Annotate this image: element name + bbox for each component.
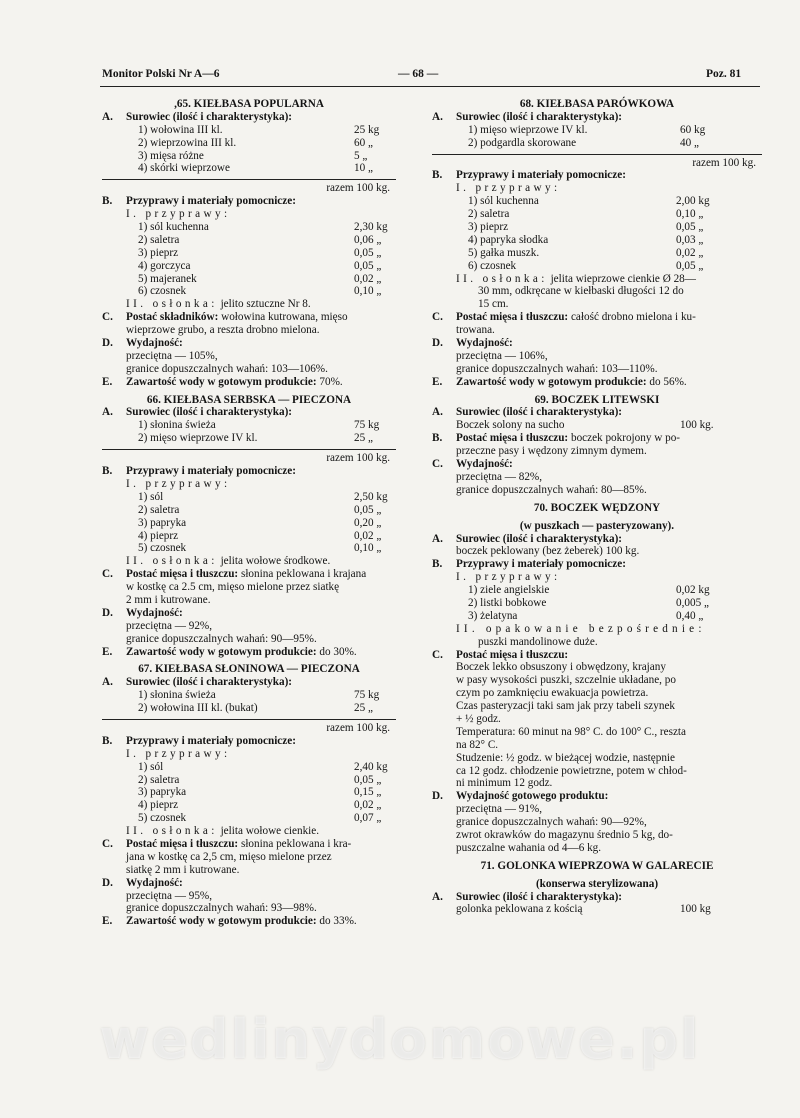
text-line: wieprzowe grubo, a reszta drobno mielona. <box>126 324 320 337</box>
ingredient-name: 4) papryka słodka <box>468 233 549 246</box>
text-line: boczek peklowany (bez żeberek) 100 kg. <box>456 545 640 558</box>
subsection-heading <box>102 877 396 890</box>
text-line: Czas pasteryzacji taki sam jak przy tabeli szynek <box>456 700 676 713</box>
ingredient-name: 2) saletra <box>468 208 510 221</box>
ingredient-amount: 0,40 „ <box>676 609 704 622</box>
casing-value: jelita wołowe środkowe. <box>220 555 331 568</box>
text-line: jana w kostkę ca 2,5 cm, mięso mielone przez <box>126 850 332 863</box>
ingredient-row <box>102 285 396 298</box>
ingredient-name: 2) mięso wieprzowe IV kl. <box>138 432 258 445</box>
ingredient-amount: 0,02 „ <box>354 799 382 812</box>
ingredient-name: 1) sól <box>138 490 164 503</box>
subsection-title: Postać mięsa i tłuszczu: <box>456 311 569 324</box>
subsection-title: Przyprawy i materiały pomocnicze: <box>126 734 296 747</box>
subsection-heading <box>102 465 396 478</box>
ingredient-name: 3) papryka <box>138 786 187 799</box>
casing-label: II. osłonka: <box>456 272 548 285</box>
subsection-heading <box>432 790 762 803</box>
ingredient-name: 5) czosnek <box>138 812 187 825</box>
ingredient-name: 1) sól kuchenna <box>468 195 539 208</box>
section-heading: ,65. KIEŁBASA POPULARNA <box>174 98 324 110</box>
ingredient-name: 1) słonina świeża <box>138 419 216 432</box>
ingredient-amount: 0,10 „ <box>676 208 704 221</box>
ingredient-name: 1) mięso wieprzowe IV kl. <box>468 123 588 136</box>
subsection-heading <box>432 891 762 904</box>
subsection-heading <box>102 676 396 689</box>
subsection-marker: C. <box>102 837 113 850</box>
subsection-marker: D. <box>102 606 113 619</box>
section-heading: (konserwa sterylizowana) <box>535 877 659 890</box>
ingredient-amount: 0,05 „ <box>676 221 704 234</box>
ingredient-name: 4) pieprz <box>138 799 179 812</box>
watermark: wedlinydomowe.pl <box>99 1008 701 1071</box>
ingredient-amount: 0,06 „ <box>354 233 382 246</box>
text-line: puszki mandolinowe duże. <box>478 635 598 648</box>
ingredient-amount: 0,005 „ <box>676 596 709 609</box>
total-row: razem 100 kg. <box>326 721 390 734</box>
ingredient-row <box>102 137 396 150</box>
text-line: przeciętna — 92%, <box>126 619 213 632</box>
ingredient-amount: 0,02 „ <box>354 272 382 285</box>
subsection-marker: D. <box>432 790 443 803</box>
subsection-text: do 56%. <box>649 375 687 388</box>
section-heading: 68. KIEŁBASA PARÓWKOWA <box>519 98 675 110</box>
ingredient-row <box>102 786 396 799</box>
ingredient-amount: 100 kg. <box>680 419 714 432</box>
ingredient-name: 6) czosnek <box>468 259 517 272</box>
text-line: przeciętna — 91%, <box>456 803 543 816</box>
ingredient-row <box>102 234 396 247</box>
spices-heading: I. przyprawy: <box>456 182 561 195</box>
ingredient-amount: 0,02 „ <box>676 246 704 259</box>
ingredient-amount: 0,10 „ <box>354 285 382 298</box>
section-heading: (w puszkach — pasteryzowany). <box>519 519 675 532</box>
subsection-marker: E. <box>102 645 113 658</box>
subsection-heading <box>432 311 762 324</box>
ingredient-row <box>102 273 396 286</box>
ingredient-name: 3) żelatyna <box>468 609 518 622</box>
subsection-title: Przyprawy i materiały pomocnicze: <box>126 465 296 478</box>
spices-heading: I. przyprawy: <box>456 571 561 584</box>
subsection-text: słonina peklowana i krajana <box>240 568 367 581</box>
subsection-title: Surowiec (ilość i charakterystyka): <box>456 406 623 419</box>
text-line: czym po zamknięciu ewakuacja powietrza. <box>456 687 649 700</box>
ingredient-row <box>432 234 762 247</box>
casing-label: II. osłonka: <box>126 298 218 311</box>
subsection-title: Wydajność: <box>456 458 513 471</box>
text-line: przeciętna — 82%, <box>456 470 543 483</box>
text-line: przeciętna — 95%, <box>126 889 213 902</box>
subsection-marker: B. <box>102 195 113 208</box>
ingredient-name: 2) wołowina III kl. (bukat) <box>138 702 258 715</box>
ingredient-name: 4) gorczyca <box>138 259 191 272</box>
text-line: przeczne pasy i wędzony zimnym dymem. <box>456 445 647 458</box>
ingredient-amount: 0,05 „ <box>354 503 382 516</box>
ingredient-name: 1) ziele angielskie <box>468 584 550 597</box>
ingredient-amount: 2,00 kg <box>676 195 710 208</box>
ingredient-name: 4) skórki wieprzowe <box>138 162 230 175</box>
ingredient-amount: 10 „ <box>354 162 373 175</box>
text-line: na 82° C. <box>456 738 499 751</box>
subsection-title: Zawartość wody w gotowym produkcie: <box>456 375 647 388</box>
ingredient-amount: 0,05 „ <box>354 773 382 786</box>
ingredient-row <box>102 542 396 555</box>
subsection-marker: A. <box>432 890 443 903</box>
text-line: Temperatura: 60 minut na 98° C. do 100° C., reszta <box>456 725 686 738</box>
text-line: przeciętna — 106%, <box>456 349 548 362</box>
subsection-heading <box>432 558 762 571</box>
subsection-marker: D. <box>102 337 113 350</box>
ingredient-row <box>432 903 762 916</box>
ingredient-row <box>102 491 396 504</box>
ingredient-amount: 60 „ <box>354 136 373 149</box>
section-heading: 70. BOCZEK WĘDZONY <box>533 501 661 514</box>
subsection-text: do 33%. <box>319 915 357 928</box>
subsection-marker: B. <box>432 558 443 571</box>
ingredient-amount: 0,20 „ <box>354 516 382 529</box>
ingredient-row <box>432 208 762 221</box>
ingredient-name: golonka peklowana z kością <box>456 903 583 916</box>
text-line: Studzenie: ½ godz. w bieżącej wodzie, następnie <box>456 751 676 764</box>
subsection-title: Zawartość wody w gotowym produkcie: <box>126 915 317 928</box>
casing-row <box>102 555 396 568</box>
subsection-title: Wydajność: <box>126 876 183 889</box>
subsection-text: do 30%. <box>319 645 357 658</box>
subsection-marker: B. <box>432 169 443 182</box>
subsection-marker: A. <box>432 406 443 419</box>
text-line: 15 cm. <box>478 298 509 311</box>
text-line: granice dopuszczalnych wahań: 93—98%. <box>126 902 317 915</box>
ingredient-row <box>432 137 762 150</box>
ingredient-name: 5) czosnek <box>138 542 187 555</box>
ingredient-name: 2) saletra <box>138 503 180 516</box>
subsection-marker: A. <box>102 676 113 689</box>
subsection-title: Postać mięsa i tłuszczu: <box>126 568 239 581</box>
casing-label: II. osłonka: <box>126 825 218 838</box>
text-line: Boczek lekko obsuszony i obwędzony, krajany <box>456 661 666 674</box>
subsection-heading <box>102 376 396 389</box>
subsection-title: Surowiec (ilość i charakterystyka): <box>126 110 293 123</box>
subsection-heading <box>432 111 762 124</box>
casing-row <box>102 298 396 311</box>
ingredient-row <box>102 419 396 432</box>
spices-heading: I. przyprawy: <box>126 208 231 221</box>
subsection-heading <box>102 915 396 928</box>
subsection-heading <box>432 406 762 419</box>
ingredient-amount: 25 „ <box>354 702 373 715</box>
ingredient-name: 3) papryka <box>138 516 187 529</box>
ingredient-amount: 0,05 „ <box>676 259 704 272</box>
packaging-heading: II. opakowanie bezpośrednie: <box>456 622 706 635</box>
ingredient-name: 5) gałka muszk. <box>468 246 540 259</box>
subsection-title: Surowiec (ilość i charakterystyka): <box>456 890 623 903</box>
text-line: ni minimum 12 godz. <box>456 777 553 790</box>
section-heading: 66. KIEŁBASA SERBSKA — PIECZONA <box>146 393 352 406</box>
subsection-marker: A. <box>432 110 443 123</box>
subsection-heading <box>102 646 396 659</box>
ingredient-name: Boczek solony na sucho <box>456 419 565 432</box>
ingredient-amount: 0,05 „ <box>354 246 382 259</box>
left-column <box>102 98 396 928</box>
ingredient-row <box>432 247 762 260</box>
ingredient-row <box>102 530 396 543</box>
subsection-marker: C. <box>432 458 443 471</box>
ingredient-name: 2) listki bobkowe <box>468 596 547 609</box>
ingredient-name: 5) majeranek <box>138 272 197 285</box>
ingredient-row <box>102 774 396 787</box>
subsection-heading <box>432 169 762 182</box>
subsection-heading <box>432 533 762 546</box>
casing-value: jelito sztuczne Nr 8. <box>220 298 311 311</box>
casing-value: jelita wieprzowe cienkie Ø 28— <box>550 272 696 285</box>
ingredient-amount: 75 kg <box>354 689 380 702</box>
subsection-heading <box>432 432 762 445</box>
subsection-title: Przyprawy i materiały pomocnicze: <box>456 169 626 182</box>
ingredient-row <box>102 221 396 234</box>
subsection-heading <box>432 376 762 389</box>
ingredient-row <box>432 597 762 610</box>
ingredient-name: 1) sól kuchenna <box>138 221 209 234</box>
ingredient-row <box>102 260 396 273</box>
casing-row <box>432 273 762 286</box>
subsection-title: Postać mięsa i tłuszczu: <box>456 648 569 661</box>
ingredient-name: 4) pieprz <box>138 529 179 542</box>
casing-row <box>102 825 396 838</box>
subsection-marker: A. <box>432 532 443 545</box>
total-row: razem 100 kg. <box>692 156 756 169</box>
ingredient-name: 3) pieprz <box>468 221 509 234</box>
section-heading: 69. BOCZEK LITEWSKI <box>534 393 660 406</box>
subsection-marker: B. <box>102 465 113 478</box>
ingredient-row <box>102 504 396 517</box>
ingredient-row <box>102 150 396 163</box>
spices-heading: I. przyprawy: <box>126 747 231 760</box>
ingredient-row <box>102 432 396 445</box>
text-line: trowana. <box>456 324 495 337</box>
total-rule <box>102 179 396 180</box>
subsection-heading <box>432 337 762 350</box>
ingredient-amount: 75 kg <box>354 419 380 432</box>
ingredient-name: 6) czosnek <box>138 285 187 298</box>
ingredient-row <box>102 247 396 260</box>
casing-label: II. osłonka: <box>126 555 218 568</box>
subsection-heading <box>432 458 762 471</box>
text-line: granice dopuszczalnych wahań: 80—85%. <box>456 483 647 496</box>
ingredient-name: 3) mięsa różne <box>138 149 204 162</box>
text-line: siatkę 2 mm i kutrowane. <box>126 863 240 876</box>
ingredient-amount: 25 kg <box>354 123 380 136</box>
ingredient-name: 1) wołowina III kl. <box>138 123 223 136</box>
text-line: granice dopuszczalnych wahań: 103—110%. <box>456 362 658 375</box>
ingredient-row <box>102 124 396 137</box>
total-row: razem 100 kg. <box>326 182 390 195</box>
text-line: granice dopuszczalnych wahań: 90—92%, <box>456 816 647 829</box>
text-line: + ½ godz. <box>456 712 501 725</box>
subsection-marker: C. <box>432 311 443 324</box>
subsection-heading <box>102 111 396 124</box>
subsection-title: Surowiec (ilość i charakterystyka): <box>126 676 293 689</box>
subsection-text: boczek pokrojony w po- <box>570 432 681 445</box>
ingredient-amount: 60 kg <box>680 123 706 136</box>
total-rule <box>432 154 762 155</box>
ingredient-amount: 100 kg <box>680 903 711 916</box>
subsection-title: Zawartość wody w gotowym produkcie: <box>126 375 317 388</box>
ingredient-amount: 0,10 „ <box>354 542 382 555</box>
subsection-heading <box>102 568 396 581</box>
ingredient-row <box>432 419 762 432</box>
subsection-heading <box>102 838 396 851</box>
ingredient-row <box>102 702 396 715</box>
ingredient-row <box>432 610 762 623</box>
right-column <box>432 98 762 916</box>
text-line: przeciętna — 105%, <box>126 349 218 362</box>
ingredient-name: 2) saletra <box>138 233 180 246</box>
subsection-heading <box>102 195 396 208</box>
ingredient-row <box>102 517 396 530</box>
text-line: zwrot okrawków do magazynu średnio 5 kg, do- <box>456 828 673 841</box>
subsection-heading <box>102 607 396 620</box>
ingredient-name: 1) słonina świeża <box>138 689 216 702</box>
subsection-heading <box>432 649 762 662</box>
casing-value: jelita wołowe cienkie. <box>220 825 320 838</box>
subsection-marker: E. <box>102 375 113 388</box>
total-row: razem 100 kg. <box>326 452 390 465</box>
subsection-title: Postać składników: <box>126 311 219 324</box>
header-position: Poz. 81 <box>706 68 742 80</box>
subsection-text: całość drobno mielona i ku- <box>570 311 696 324</box>
subsection-heading <box>102 735 396 748</box>
ingredient-amount: 0,02 „ <box>354 529 382 542</box>
ingredient-name: 2) wieprzowina III kl. <box>138 136 237 149</box>
ingredient-amount: 0,07 „ <box>354 812 382 825</box>
ingredient-amount: 25 „ <box>354 432 373 445</box>
subsection-marker: B. <box>102 734 113 747</box>
subsection-heading <box>102 337 396 350</box>
subsection-marker: E. <box>432 375 443 388</box>
header-rule <box>100 86 760 87</box>
subsection-heading <box>102 406 396 419</box>
ingredient-amount: 5 „ <box>354 149 368 162</box>
ingredient-row <box>102 162 396 175</box>
subsection-marker: A. <box>102 110 113 123</box>
text-line: granice dopuszczalnych wahań: 103—106%. <box>126 362 328 375</box>
subsection-marker: A. <box>102 406 113 419</box>
subsection-title: Wydajność gotowego produktu: <box>456 790 609 803</box>
ingredient-row <box>432 124 762 137</box>
header-publication: Monitor Polski Nr A—6 <box>102 68 220 80</box>
ingredient-amount: 2,40 kg <box>354 760 388 773</box>
subsection-title: Zawartość wody w gotowym produkcie: <box>126 645 317 658</box>
subsection-text: wołowina kutrowana, mięso <box>221 311 348 324</box>
subsection-title: Postać mięsa i tłuszczu: <box>456 432 569 445</box>
section-heading: 67. KIEŁBASA SŁONINOWA — PIECZONA <box>138 663 360 676</box>
subsection-title: Postać mięsa i tłuszczu: <box>126 837 239 850</box>
ingredient-amount: 40 „ <box>680 136 699 149</box>
ingredient-amount: 0,05 „ <box>354 259 382 272</box>
text-line: 30 mm, odkręcane w kiełbaski długości 12 do <box>478 285 684 298</box>
subsection-marker: C. <box>432 648 443 661</box>
ingredient-row <box>432 221 762 234</box>
ingredient-amount: 0,03 „ <box>676 233 704 246</box>
subsection-marker: E. <box>102 915 113 928</box>
subsection-text: 70%. <box>319 375 343 388</box>
ingredient-row <box>432 260 762 273</box>
subsection-title: Wydajność: <box>126 337 183 350</box>
subsection-title: Wydajność: <box>456 337 513 350</box>
ingredient-row <box>102 812 396 825</box>
ingredient-name: 1) sól <box>138 760 164 773</box>
subsection-title: Surowiec (ilość i charakterystyka): <box>126 406 293 419</box>
subsection-marker: C. <box>102 311 113 324</box>
ingredient-amount: 0,15 „ <box>354 786 382 799</box>
ingredient-row <box>102 799 396 812</box>
ingredient-row <box>102 761 396 774</box>
header-page-number: — 68 — <box>398 68 439 80</box>
ingredient-name: 2) saletra <box>138 773 180 786</box>
ingredient-amount: 0,02 kg <box>676 584 710 597</box>
ingredient-row <box>102 689 396 702</box>
ingredient-name: 3) pieprz <box>138 246 179 259</box>
subsection-title: Przyprawy i materiały pomocnicze: <box>456 558 626 571</box>
text-line: granice dopuszczalnych wahań: 90—95%. <box>126 632 317 645</box>
spices-heading: I. przyprawy: <box>126 477 231 490</box>
subsection-title: Surowiec (ilość i charakterystyka): <box>456 110 623 123</box>
total-rule <box>102 719 396 720</box>
text-line: ca 12 godz. chłodzenie powietrzne, potem w chłod- <box>456 764 687 777</box>
ingredient-row <box>432 195 762 208</box>
subsection-text: słonina peklowana i kra- <box>240 837 352 850</box>
text-line: 2 mm i kutrowane. <box>126 593 211 606</box>
text-line: puszczalne wahania od 4—6 kg. <box>456 841 602 854</box>
text-line: w kostkę ca 2.5 cm, mięso mielone przez siatkę <box>126 581 340 594</box>
total-rule <box>102 449 396 450</box>
ingredient-row <box>432 584 762 597</box>
subsection-title: Wydajność: <box>126 606 183 619</box>
subsection-marker: C. <box>102 568 113 581</box>
subsection-marker: B. <box>432 432 443 445</box>
ingredient-name: 2) podgardla skorowane <box>468 136 577 149</box>
ingredient-amount: 2,50 kg <box>354 490 388 503</box>
subsection-marker: D. <box>102 876 113 889</box>
text-line: w pasy wysokości puszki, szczelnie układane, po <box>456 674 676 687</box>
subsection-marker: D. <box>432 337 443 350</box>
ingredient-amount: 2,30 kg <box>354 221 388 234</box>
subsection-title: Surowiec (ilość i charakterystyka): <box>456 532 623 545</box>
subsection-title: Przyprawy i materiały pomocnicze: <box>126 195 296 208</box>
subsection-heading <box>102 311 396 324</box>
section-heading: 71. GOLONKA WIEPRZOWA W GALARECIE <box>480 859 714 872</box>
